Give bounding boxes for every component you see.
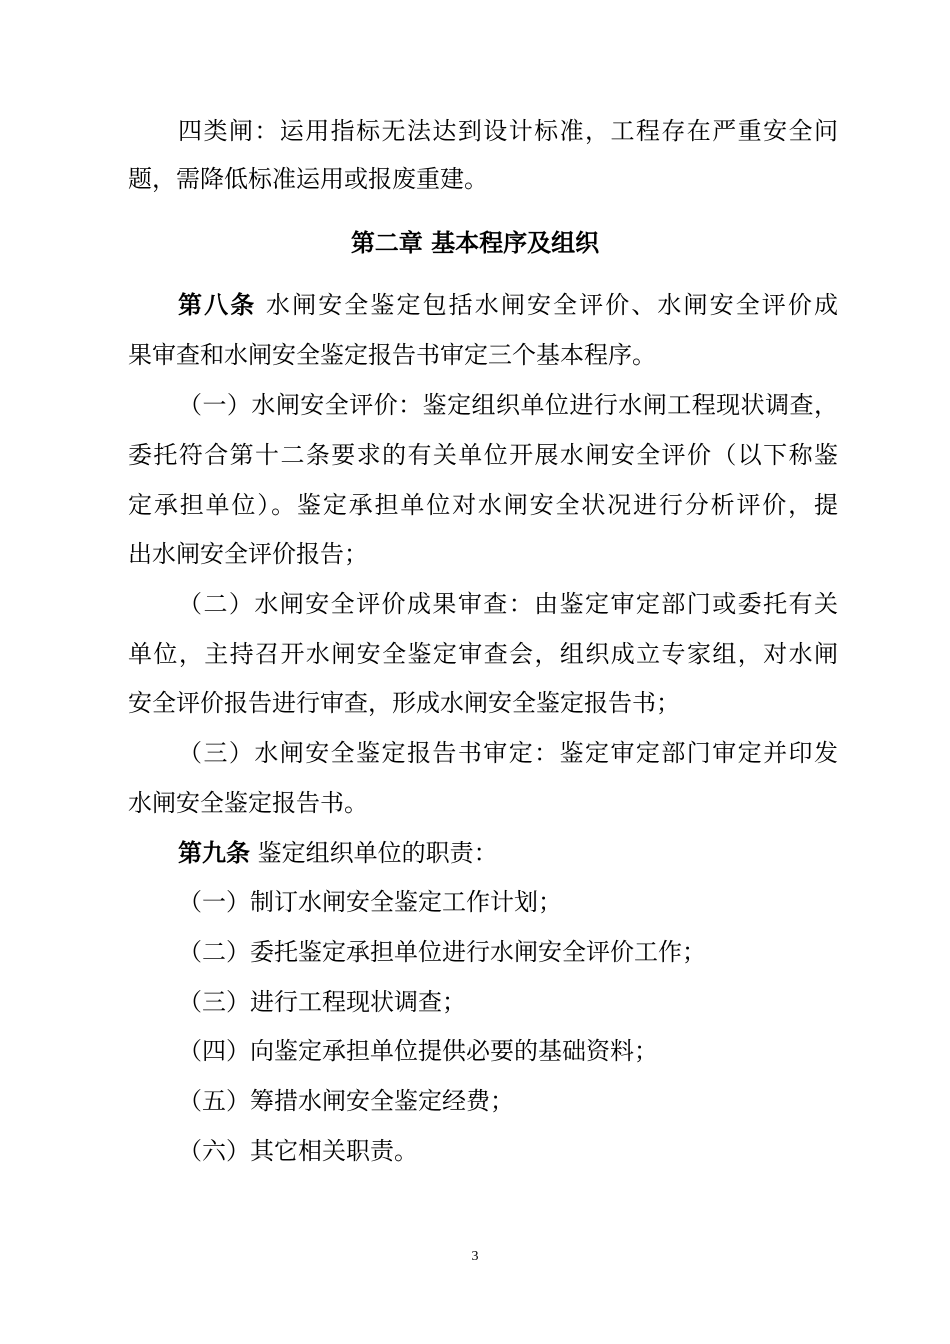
paragraph-class4-line1: 四类闸：运用指标无法达到设计标准，工程存在严重安全问 xyxy=(178,117,838,145)
duty-item-4: （四）向鉴定承担单位提供必要的基础资料； xyxy=(178,1037,658,1065)
article8-text: 水闸安全鉴定包括水闸安全评价、水闸安全评价成 xyxy=(256,291,839,319)
chapter-title: 第二章 基本程序及组织 xyxy=(350,229,600,257)
duty-item-5: （五）筹措水闸安全鉴定经费； xyxy=(178,1087,514,1115)
item8-3-line1: （三）水闸安全鉴定报告书审定：鉴定审定部门审定并印发 xyxy=(178,739,838,767)
item8-2-line1: （二）水闸安全评价成果审查：由鉴定审定部门或委托有关 xyxy=(178,590,838,618)
item8-1-line1: （一）水闸安全评价：鉴定组织单位进行水闸工程现状调查， xyxy=(178,391,838,419)
article9-label: 第九条 xyxy=(178,839,250,867)
article8-label: 第八条 xyxy=(178,291,257,319)
duty-item-1: （一）制订水闸安全鉴定工作计划； xyxy=(178,888,562,916)
item8-2-line3: 安全评价报告进行审查，形成水闸安全鉴定报告书； xyxy=(128,689,680,717)
article8-line1 xyxy=(178,288,838,322)
duty-item-6: （六）其它相关职责。 xyxy=(178,1137,418,1165)
page-number: 3 xyxy=(471,1249,479,1264)
article8-line2: 果审查和水闸安全鉴定报告书审定三个基本程序。 xyxy=(128,341,656,369)
item8-3-line2: 水闸安全鉴定报告书。 xyxy=(128,789,368,817)
article9-text: 鉴定组织单位的职责： xyxy=(250,839,498,867)
duty-item-3: （三）进行工程现状调查； xyxy=(178,988,466,1016)
item8-1-line3: 定承担单位）。鉴定承担单位对水闸安全状况进行分析评价，提 xyxy=(128,491,838,519)
article9-line xyxy=(178,836,838,870)
paragraph-class4-line2: 题，需降低标准运用或报废重建。 xyxy=(128,165,488,193)
duty-item-2: （二）委托鉴定承担单位进行水闸安全评价工作； xyxy=(178,938,706,966)
item8-1-line2: 委托符合第十二条要求的有关单位开展水闸安全评价（以下称鉴 xyxy=(128,441,838,469)
item8-1-line4: 出水闸安全评价报告； xyxy=(128,540,368,568)
item8-2-line2: 单位，主持召开水闸安全鉴定审查会，组织成立专家组，对水闸 xyxy=(128,640,838,668)
